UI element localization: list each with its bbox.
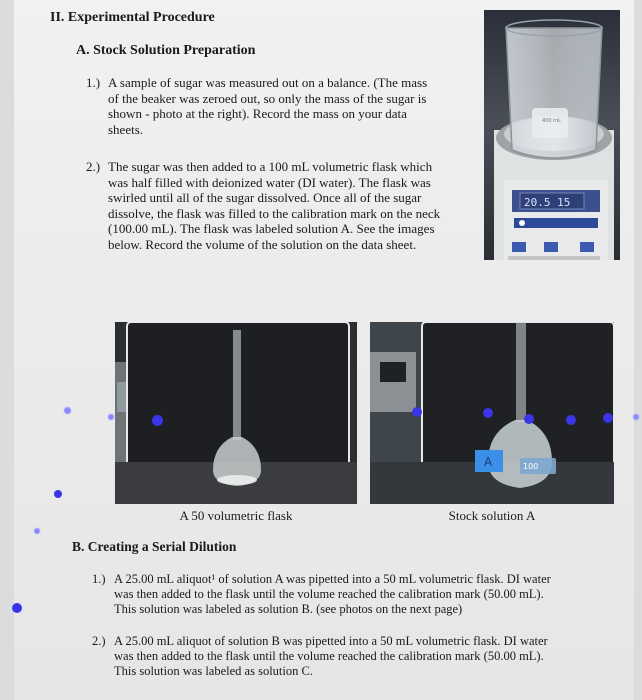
- light-reflection: [566, 415, 576, 425]
- document-page: [14, 0, 634, 700]
- light-reflection: [412, 407, 422, 417]
- text-line: This solution was labeled as solution C.: [114, 664, 313, 678]
- text-line: was then added to the flask until the volume reached the calibration mark (50.00 mL).: [114, 649, 544, 663]
- caption-stock-a: Stock solution A: [448, 508, 536, 523]
- light-reflection: [64, 407, 71, 414]
- text-line: sheets.: [108, 121, 144, 137]
- flask-volume-mark: 100: [523, 462, 539, 471]
- step-text: [108, 75, 427, 137]
- subsection-b-title: B. Creating a Serial Dilution: [72, 539, 237, 554]
- step-number: 1.): [92, 572, 106, 586]
- text-line: was half filled with deionized water (DI water). The flask was: [108, 174, 431, 190]
- text-line: A 25.00 mL aliquot of solution B was pipetted into a 50 mL volumetric flask. DI water: [114, 634, 548, 648]
- light-reflection: [633, 414, 639, 420]
- step-a2: [86, 159, 506, 259]
- light-reflection: [108, 414, 114, 420]
- light-reflection: [483, 408, 493, 418]
- light-reflection: [524, 414, 534, 424]
- step-number: 1.): [86, 75, 101, 90]
- balance-photo: [484, 10, 620, 260]
- text-line: dissolve, the flask was filled to the calibration mark on the neck: [108, 205, 441, 221]
- step-number: 2.): [92, 634, 106, 648]
- text-line: The sugar was then added to a 100 mL volumetric flask which: [108, 159, 433, 174]
- step-b1: [92, 572, 620, 622]
- text-line: swirled until all of the sugar dissolved. Once all of the sugar: [108, 190, 422, 205]
- subsection-a-title: A. Stock Solution Preparation: [76, 43, 256, 58]
- light-reflection: [12, 603, 22, 613]
- text-line: A 25.00 mL aliquot¹ of solution A was pipetted into a 50 mL volumetric flask. DI water: [114, 572, 551, 586]
- step-text: [114, 634, 548, 679]
- text-line: shown - photo at the right). Record the mass on your data: [108, 106, 407, 121]
- light-reflection: [603, 413, 613, 423]
- text-line: was then added to the flask until the volume reached the calibration mark (50.00 mL).: [114, 587, 544, 601]
- text-line: This solution was labeled as solution B. (see photos on the next page): [114, 602, 463, 616]
- light-reflection: [152, 415, 163, 426]
- balance-illustration: [484, 10, 620, 260]
- step-a1: [86, 75, 486, 145]
- light-reflection: [54, 490, 62, 498]
- svg-text:400 mL: 400 mL: [542, 118, 561, 124]
- step-b2: [92, 634, 620, 684]
- text-line: below. Record the volume of the solution on the data sheet.: [108, 236, 417, 252]
- text-line: A sample of sugar was measured out on a balance. (The mass: [108, 75, 428, 90]
- step-text: [108, 159, 440, 252]
- volumetric-flask-illustration: [115, 322, 357, 504]
- caption-flask-50: A 50 volumetric flask: [179, 508, 293, 523]
- light-reflection: [34, 528, 40, 534]
- flask-50-photo: [115, 322, 357, 504]
- step-text: [114, 572, 551, 617]
- section-title: II. Experimental Procedure: [50, 10, 215, 25]
- flask-label-a: A: [484, 455, 493, 469]
- text-line: (100.00 mL). The flask was labeled solution A. See the images: [108, 221, 435, 236]
- step-number: 2.): [86, 159, 101, 174]
- balance-readout: 20.5 15: [524, 196, 571, 209]
- text-line: of the beaker was zeroed out, so only the mass of the sugar is: [108, 90, 427, 106]
